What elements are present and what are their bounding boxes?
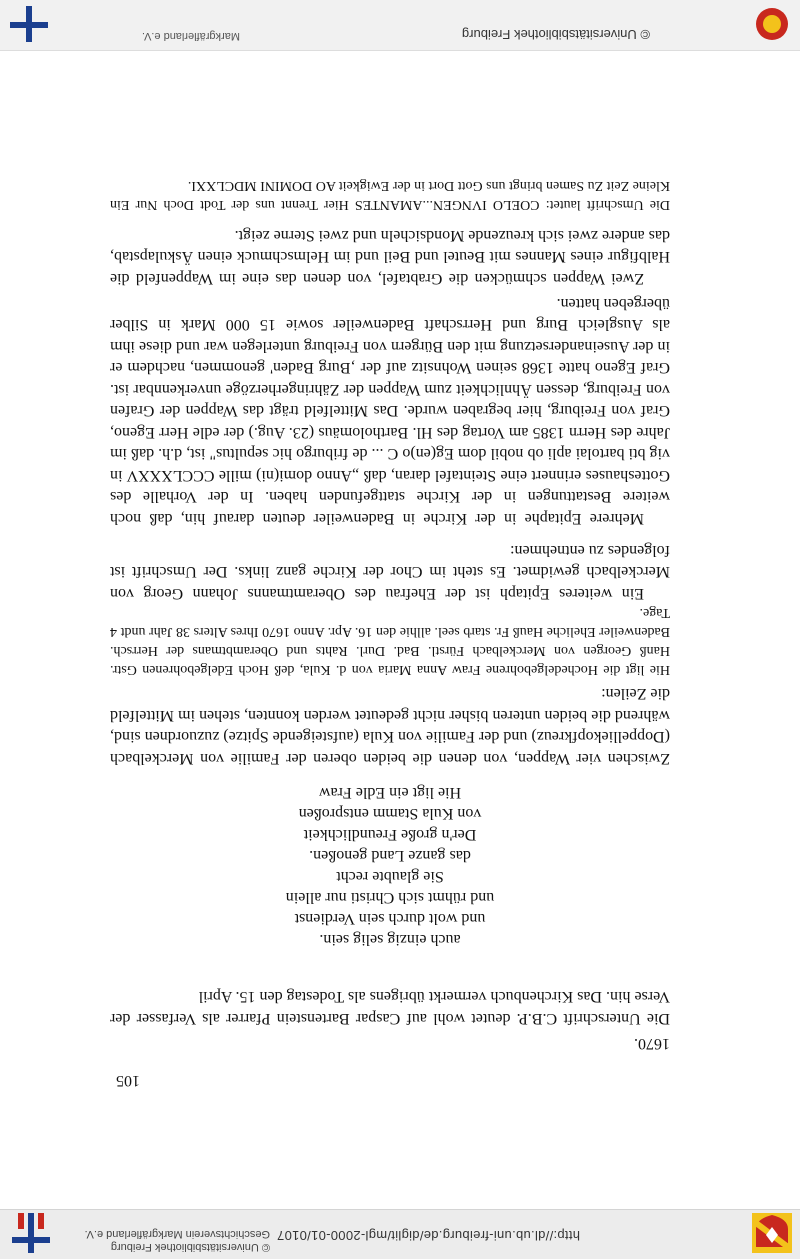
library-logo-icon (12, 1213, 50, 1253)
verse-line: Der'n große Freundlichkeit (303, 826, 477, 843)
verse-line: auch einzig selig sein. (319, 931, 461, 948)
paragraph-wappen: Zwischen vier Wappen, von denen die beiden oberen der Familie von Merckelbach (Doppelliekopfkreuz) und der Familie von Kula (aufsteigende Spitze) zuzuordnen sind, während die beiden unteren bisher nicht gedeutet werden konnten, stehen im Mittelfeld die Zeilen: (110, 685, 670, 767)
paragraph-signature: Die Unterschrift C.B.P. deutet wohl auf Caspar Bartenstein Pfarrer als Verfasser der Verse hin. Das Kirchenbuch vermerkt übrigens als Todestag den 15. April (110, 988, 670, 1027)
society-logo-icon (752, 6, 792, 42)
inscription-quote: Hie ligt die Hochedelgebohrene Fraw Anna Maria von d. Kula, deß Hoch Edelgebohrenen Gstr. Hanß Georgen von Merckelbach Fürstl. Bad. Durl. Rahts und Oberambtmans der Herrsch. Badenweiler Eheliche Hauß Fr. starb seel. allhie den 16. Apr. Anno 1670 Ihres Alters 38 Jahr undt 4 Tage. (110, 605, 670, 677)
paragraph-zwei-wappen: Zwei Wappen schmücken die Grabtafel, von denen das eine im Wappenfeld die Halbfigur eines Mannes mit Beutel und Beil und im Helmschmuck einen Äskulapstab, das andere zwei sich kreuzende Mondsicheln und zwei Sterne zeigt. (110, 227, 670, 287)
page-number: 105 (116, 1072, 140, 1089)
verse-line: das ganze Land genoßen. (309, 847, 471, 864)
paragraph-umschrift: Die Umschrift lautet: COELO IVNGEN...AMANTES Hier Trennt uns der Todt Doch Nur Ein Kleine Zeit Zu Samen bringt uns Gott Dort in der Ewigkeit AO DOMINI MDCLXXI. (110, 178, 670, 212)
verse-line: von Kula Stamm entsproßen (298, 805, 482, 822)
verse-line: und rühmt sich Christi nur allein (285, 889, 495, 906)
library-copyright-header: © Universitätsbibliothek Freiburg (461, 27, 650, 42)
society-logo-icon (752, 1213, 792, 1253)
digital-library-header (0, 0, 800, 51)
digital-library-footer (0, 1209, 800, 1259)
paragraph-epitaph: Ein weiteres Epitaph ist der Ehefrau des Oberamtmanns Johann Georg von Merckelbach gewidmet. Es steht im Chor der Kirche ganz links. Der Umschrift ist folgendes zu entnehmen: (110, 542, 670, 602)
document-url[interactable]: http://dl.ub.uni-freiburg.de/diglit/mgl-2000-01/0107 (276, 1228, 580, 1243)
paragraph-fragment-end: 1670. (634, 1035, 670, 1052)
footer-credits (85, 1227, 270, 1253)
verse-line: Sie glaubte recht (336, 868, 444, 885)
verse-line: und wolt durch sein Verdienst (294, 910, 486, 927)
paragraph-mehrere: Mehrere Epitaphe in der Kirche in Badenweiler deuten darauf hin, daß noch weitere Bestattungen in der Kirche stattgefunden haben. In der Vorhalle des Gotteshauses erinnert eine Steintafel daran, daß „Anno domi(ni) mille CCCLXXXV in vig bti bartolai apli ob nobil dom Eg(en)o C ... de friburgo hic sepultus" ist, d.h. daß im Jahre des Herrn 1385 am Vortag des Hl. Bartholomäus (23. Aug.) der edle Herr Egeno, Graf von Freiburg, hier begraben wurde. Das Mittelfeld trägt das Wappen der Grafen von Freiburg, dessen Ähnlichkeit zum Wappen der Zähringerherzöge unverkennbar ist. Graf Egeno hatte 1368 seinen Wohnsitz auf der ‚Burg Baden' genommen, nachdem er in der Auseinandersetzung mit den Bürgern von Freiburg unterlegen war und diese ihm als Ausgleich Burg und Herrschaft Badenweiler sowie 15 000 Mark in Silber übergeben hatten. (110, 295, 670, 527)
library-logo-icon (10, 6, 48, 42)
society-name: Geschichtsverein Markgräflerland e.V. (84, 1228, 270, 1240)
verse-line: Hie ligt ein Edle Fraw (318, 784, 462, 801)
copyright-text: © Universitätsbibliothek Freiburg (110, 1241, 270, 1253)
society-name-header: Markgräflerland e.V. (141, 30, 240, 42)
